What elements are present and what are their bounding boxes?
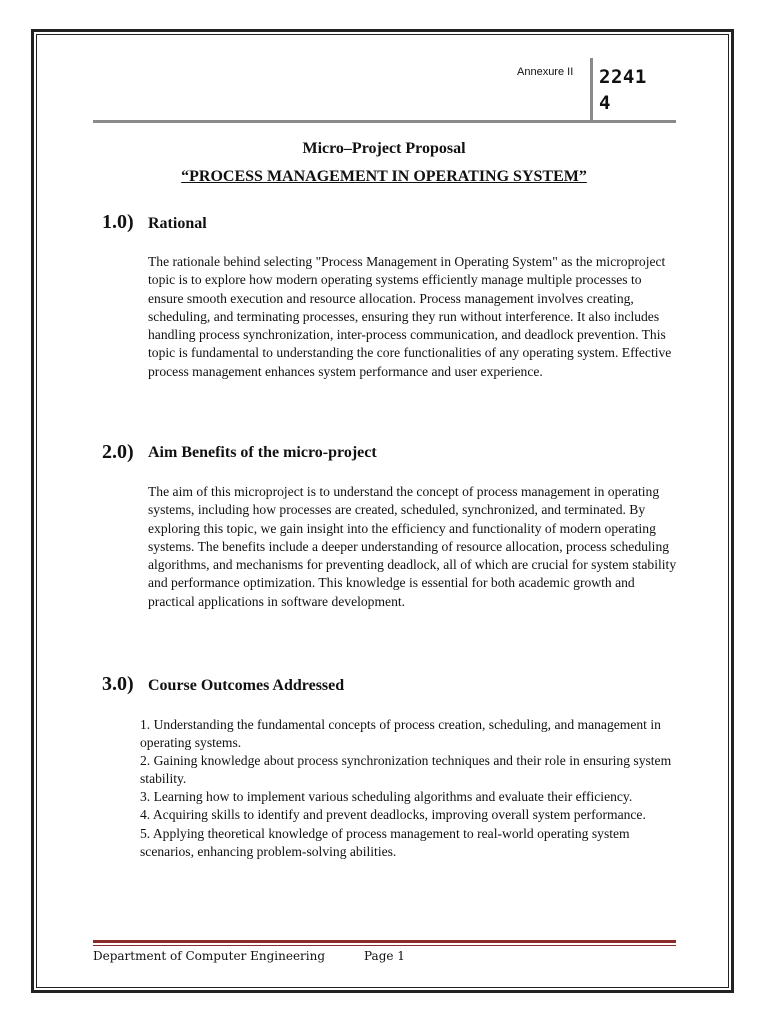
footer-rule-thick (93, 940, 676, 943)
section-3-number: 3.0) (102, 673, 134, 695)
section-1-title: Rational (148, 215, 207, 232)
course-outcome-item: 5. Applying theoretical knowledge of process management to real-world operating system scenarios, enhancing problem-solving abilities. (140, 825, 630, 859)
footer-department: Department of Computer Engineering (93, 949, 326, 963)
course-outcome-item: 2. Gaining knowledge about process synchronization techniques and their role in ensuring system stability. (140, 753, 672, 787)
footer-page-number: Page 1 (364, 949, 405, 963)
section-3-title: Course Outcomes Addressed (148, 677, 345, 694)
section-2-number: 2.0) (102, 441, 134, 463)
section-2-title: Aim Benefits of the micro-project (148, 444, 377, 461)
course-outcome-item: 1. Understanding the fundamental concepts of process creation, scheduling, and management in operating systems. (140, 717, 661, 751)
footer-rule-thin (93, 945, 676, 946)
document-code-line2: 4 (599, 92, 611, 114)
annexure-label: Annexure II (517, 66, 574, 78)
header-horizontal-rule (93, 120, 676, 123)
document-code (599, 64, 669, 116)
header-vertical-rule (590, 58, 593, 120)
section-2-body: The aim of this microproject is to understand the concept of process management in operating systems, including how processes are created, scheduled, synchronized, and terminated. By exploring this topic, we gain insight into the efficiency and functionality of modern operating systems. The benefits include a deeper understanding of resource allocation, process scheduling algorithms, and mechanisms for preventing deadlock, all of which are crucial for system stability and performance optimization. This knowledge is essential for both academic growth and practical applications in software development. (148, 484, 677, 609)
course-outcome-item: 3. Learning how to implement various scheduling algorithms and evaluate their efficiency. (140, 789, 633, 805)
project-title: “PROCESS MANAGEMENT IN OPERATING SYSTEM” (181, 168, 587, 185)
document-code-line1: 2241 (599, 66, 647, 88)
section-1-number: 1.0) (102, 211, 134, 233)
course-outcomes-list (140, 716, 680, 861)
section-1-body: The rationale behind selecting "Process Management in Operating System" as the microproject topic is to explore how modern operating systems efficiently manage multiple processes to ensure smooth execution and resource allocation. Process management involves creating, scheduling, and terminating processes, ensuring they run without interference. It also includes handling process synchronization, inter-process communication, and deadlock prevention. This topic is fundamental to understanding the core functionalities of any operating system. Effective process management enhances system performance and user experience. (148, 254, 672, 379)
course-outcome-item: 4. Acquiring skills to identify and prevent deadlocks, improving overall system performance. (140, 807, 646, 823)
proposal-heading: Micro–Project Proposal (302, 140, 466, 157)
